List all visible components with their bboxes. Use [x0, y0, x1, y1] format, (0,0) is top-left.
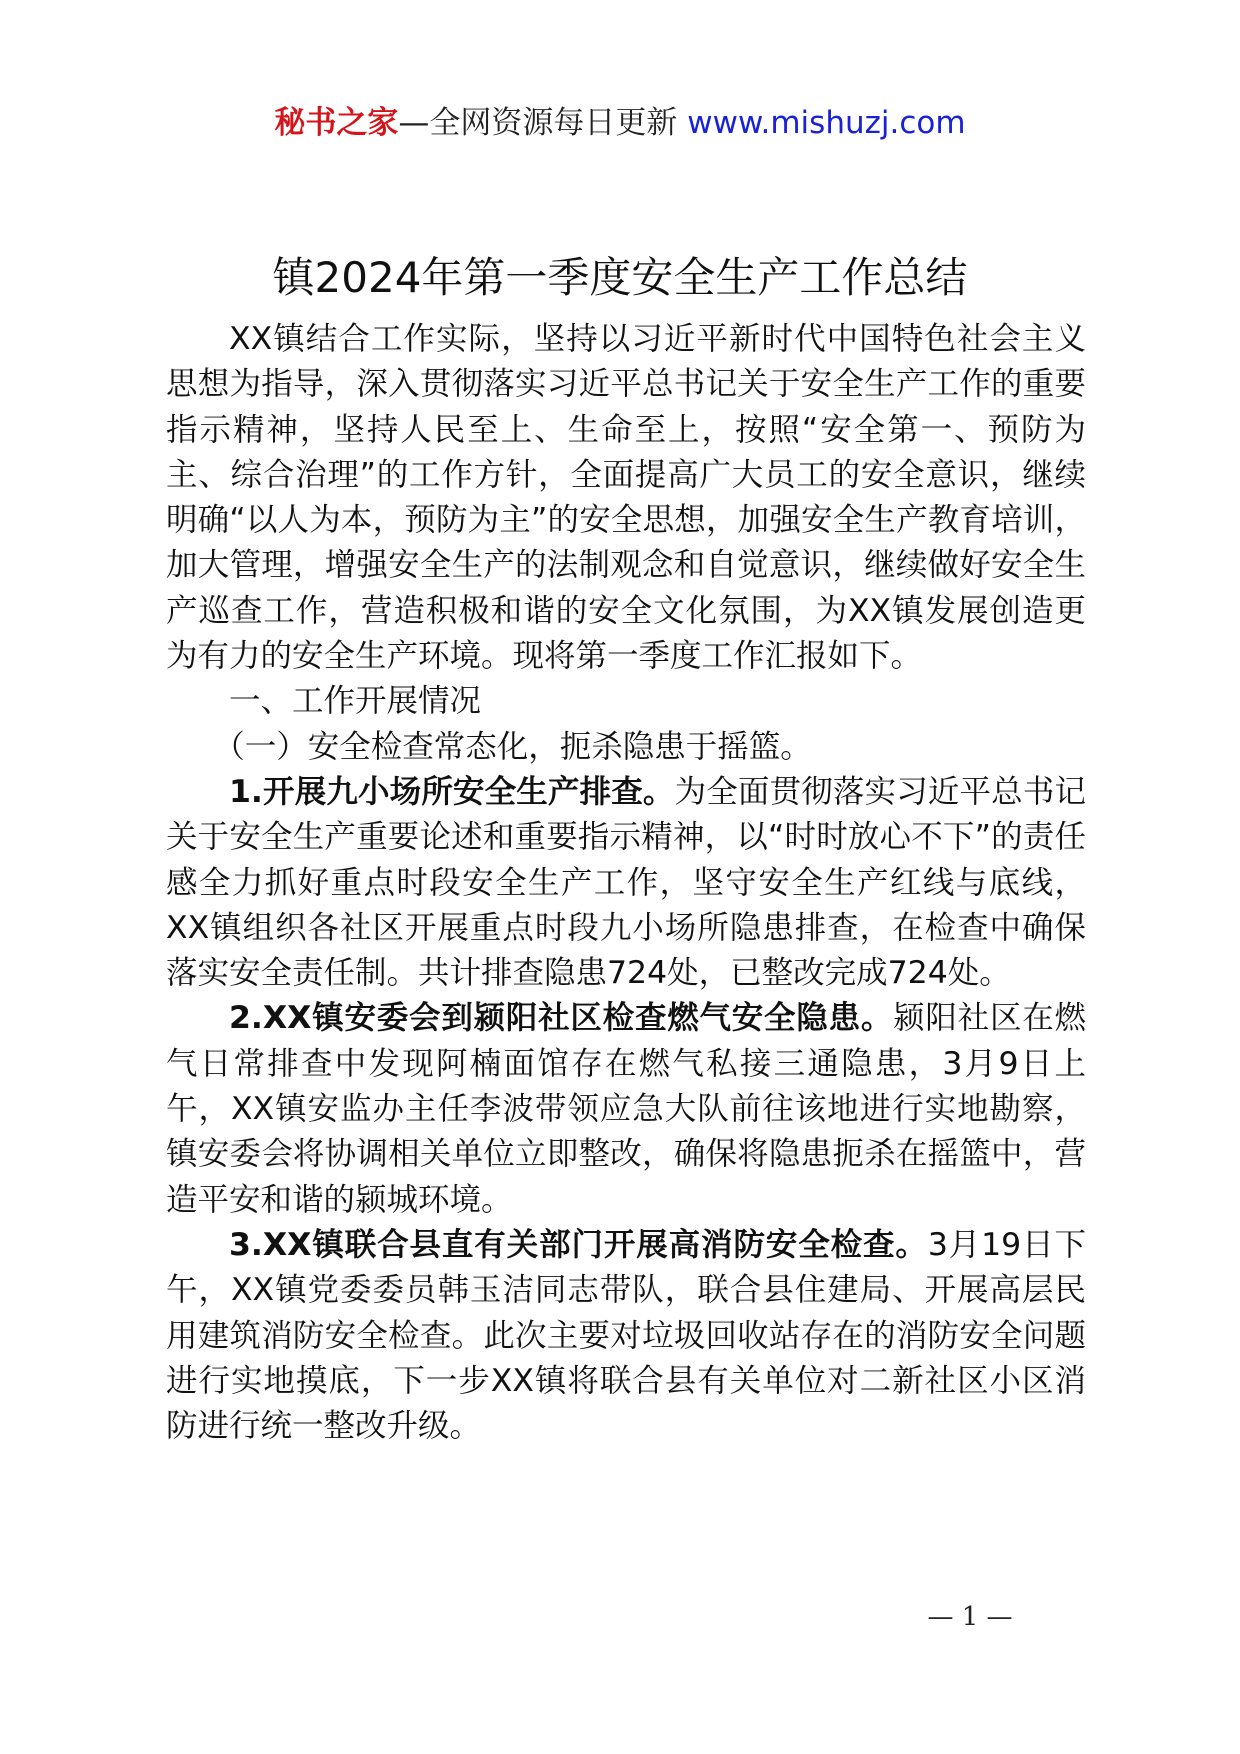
header-slogan: —全网资源每日更新 [398, 105, 678, 141]
document-title: 镇2024年第一季度安全生产工作总结 [272, 253, 968, 302]
section-heading: 一、工作开展情况 [229, 683, 482, 720]
item-text: 颍阳社区在燃气日常排查中发现阿楠面馆存在燃气私接三通隐患，3月9日上午，XX镇安监办主任李波带领应急大队前往该地进行实地勘察，镇安委会将协调相关单位立即整改，确保将隐患扼杀在摇篮中，营造平安和谐的颍城环境。 [166, 1000, 1086, 1218]
item-heading: 1.开展九小场所安全生产排查。 [229, 773, 675, 810]
site-url-link[interactable]: www.mishuzj.com [687, 105, 966, 141]
item-text: 为全面贯彻落实习近平总书记关于安全生产重要论述和重要指示精神，以“时时放心不下”的责任感全力抓好重点时段安全生产工作，坚守安全生产红线与底线，XX镇组织各社区开展重点时段九小场所隐患排查，在检查中确保落实安全责任制。共计排查隐患724处，已整改完成724处。 [166, 773, 1086, 992]
list-item [166, 996, 1086, 1222]
item-heading: 2.XX镇安委会到颍阳社区检查燃气安全隐患。 [229, 1000, 894, 1037]
item-heading: 3.XX镇联合县直有关部门开展高消防安全检查。 [229, 1226, 928, 1263]
page-number: — 1 — [927, 1602, 1013, 1632]
intro-paragraph: XX镇结合工作实际，坚持以习近平新时代中国特色社会主义思想为指导，深入贯彻落实习近平总书记关于安全生产工作的重要指示精神，坚持人民至上、生命至上，按照“安全第一、预防为主、综合治理”的工作方针，全面提高广大员工的安全意识，继续明确“以人为本，预防为主”的安全思想，加强安全生产教育培训，加大管理，增强安全生产的法制观念和自觉意识，继续做好安全生产巡查工作，营造积极和谐的安全文化氛围，为XX镇发展创造更为有力的安全生产环境。现将第一季度工作汇报如下。 [166, 321, 1086, 675]
site-header [0, 98, 1240, 148]
document-body [166, 317, 1086, 1449]
item-text: 3月19日下午，XX镇党委委员韩玉洁同志带队，联合县住建局、开展高层民用建筑消防安全检查。此次主要对垃圾回收站存在的消防安全问题进行实地摸底，下一步XX镇将联合县有关单位对二新社区小区消防进行统一整改升级。 [166, 1226, 1087, 1445]
list-item [166, 1223, 1086, 1449]
brand-name: 秘书之家 [274, 105, 399, 141]
subsection-heading: （一）安全检查常态化，扼杀隐患于摇篮。 [213, 728, 812, 765]
list-item [166, 770, 1086, 996]
